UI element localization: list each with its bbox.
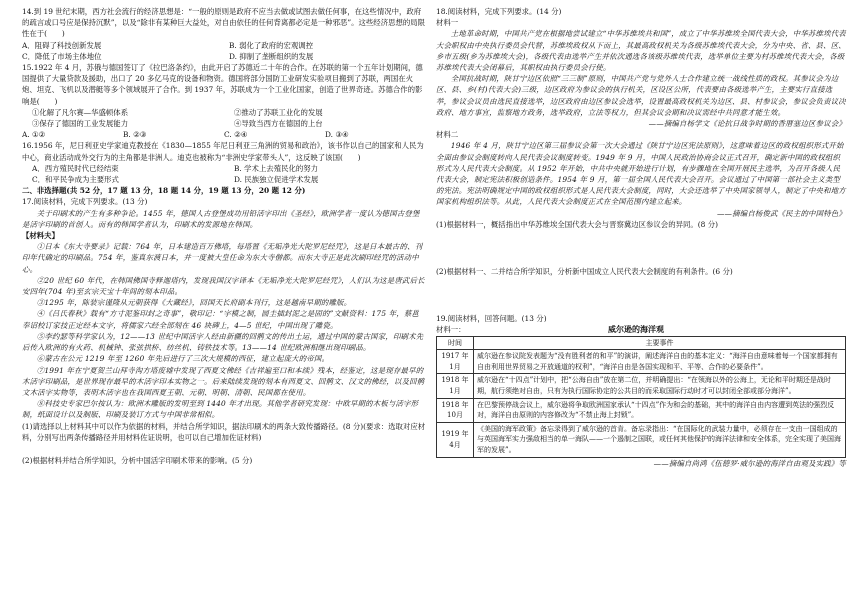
q17-item-7: ⑦1991 年在宁夏贺兰山拜寺沟方塔废墟中发现了西夏文佛经《吉祥遍至口和本续》残本，经鉴定，这是现存最早的木活字印刷品，是世界现存最早的木活字印本实物之一。后来陆续发现的刻本有西夏文、回鹘文、汉文的佛经，以及回鹘文木活字实物等，表明木活字也在我国西夏王朝、元朝、明朝、清朝、民国都在使用。	[22, 365, 425, 397]
q14-option-a[interactable]: A．阻碍了科技创新发展	[22, 40, 102, 50]
table-row	[437, 350, 846, 374]
q17-item-4: ④《吕氏春秋》载有“方寸泥鉴印封之奇事”，敬印记：“字模之制，圆圭插封泥之是固的”文献资料：175 年，蔡邕奉诏校订家技正定经本文字，将儒家六经全部刻在 46 块碑上，4—5 世纪，中国出现了雕瓷。	[22, 309, 420, 330]
q19-row-2-text: 威尔逊在“十四点”计划中，把“公海自由”放在第二位，并明确提出：“在领海以外的公海上，无论和平时期还是战时期，航行须绝对自由，只有为执行国际协定的公共目的而采取国际行动时才可以封闭全部或部分海洋”。	[474, 374, 846, 398]
q19-row-1-text: 威尔逊在参议院发表题为“没有胜利者的和平”的演讲，阐述海洋自由的基本定义：“海洋自由意味着每一个国家都拥有自由利用世界贸易之开放通道的权利”，“海洋自由是各国实现和平、平等、合作的必要条件”。	[474, 350, 846, 374]
q18-material-2-source: ——摘编自杨俊武《民主的中国特色》	[716, 208, 846, 218]
q17-item-5: ⑤李约瑟等科学家认为，12——13 世纪中国活字人经由新疆的回鹘文的传出土运，通过中国的蒙古国家，印刷术先后传入欧洲的有火药、机械钟、张弦拱桥、纺丝机、铸铁技术等。13——14 世纪欧洲相继出现印刷品。	[22, 331, 424, 353]
q19-row-4-year: 1919 年	[441, 430, 469, 439]
q19-row-4-month: 4月	[449, 440, 461, 449]
q19-row-1-month: 1月	[449, 362, 461, 371]
q14-option-b[interactable]: B. 弱化了政府的宏观调控	[229, 40, 314, 50]
q19-table-title: 威尔逊的海洋观	[608, 324, 664, 335]
q16-option-b[interactable]: B. 学术上去殖民化的努力	[234, 163, 319, 173]
q15-option-b[interactable]: B. ②③	[123, 130, 147, 140]
q15-option-c[interactable]: C. ②④	[224, 130, 248, 140]
q18-heading: 18.阅读材料，完成下列要求。(14 分)	[436, 7, 562, 16]
right-column	[436, 6, 846, 469]
table-row	[437, 398, 846, 422]
q16-option-a[interactable]: A．西方殖民时代已经结束	[32, 163, 119, 173]
table-row	[437, 374, 846, 398]
q15-item-3: ③保存了德国的工业发展能力	[32, 119, 129, 129]
q19-row-4-text: 《美国的海军政策》备忘录得到了威尔逊的首肯。备忘录指出：“在国际化的武装力量中，必须存在一支由一国组成的与英国海军实力强敌相当的单一海队——一个遏制之国联，或任何其他保护的海洋法律和安全体系，完全实现了美国海军的发展”。	[474, 422, 846, 457]
q16-stem: 16.1956 年，尼日利亚史学家迪克教授在《1830—1855 年尼日利亚三角洲的贸易和政治》，该书作以自己的国家和人民为中心，商业活动成外交行为的主角都是非洲人。迪克也被称为“非洲史学家带头人”，这反映了该国( )	[22, 141, 424, 162]
q19-row-3-year: 1918 年	[441, 400, 469, 409]
q19-table-header	[437, 336, 846, 350]
q19-row-2-month: 1月	[449, 387, 461, 396]
q16-option-c[interactable]: C．和平民争成为主要形式	[32, 175, 119, 185]
q15-item-2: ②推动了苏联工业化的发展	[234, 107, 323, 117]
q14-option-d[interactable]: D. 抑制了垄断组织的发展	[229, 51, 314, 61]
q17-item-2: ②20 世纪 60 年代，在韩国佛国寺释迦塔内，发现我国汉字译本《无垢净光大陀罗尼经咒》，人们认为这是唐武后长安四年(704 年)至玄宗天宝十年间的刻本印品。	[22, 275, 425, 297]
q19-row-1-year: 1917 年	[441, 352, 469, 361]
q17-item-3: ③1295 年，陈装宗谨隆从元朝获得《大藏经》，回国天长府副本刊行，这是越南早期的雕版。	[36, 298, 352, 308]
q14-options	[22, 40, 426, 62]
q18-material-1-label: 材料一	[436, 18, 459, 28]
q19-col-event: 主要事件	[474, 336, 846, 350]
q18-task-1: (1)根据材料一，概括指出中华苏维埃全国代表大会与晋察冀边区参议会的异同。(8 分)	[436, 219, 718, 229]
q19-row-3-month: 10月	[447, 411, 463, 420]
q17-intro: 关于印刷术的产生有多种争论。1455 年，德国人古登堡成功用铅活字印出《圣经》，欧洲学者一度认为德国古登堡是活字印刷的首创人。而有的韩国学者认为，印刷术的发源地在韩国。	[22, 208, 420, 229]
q15-options	[22, 129, 426, 140]
q17-task-2: (2)根据材料并结合所学知识，分析中国活字印刷术带来的影响。(5 分)	[22, 455, 253, 465]
q19-source: ——摘编自尚鸿《伍德罗·威尔逊的海洋自由观及实践》等	[653, 458, 846, 468]
q17-task-1: (1)请选择以上材料其中可以作为依据的材料，并结合所学知识，据法印刷术的两条大致传播路径。(8 分)(要求：选取对应材料，分别写出两条传播路径并用材料佐证说明，也可以自己增加佐证材料)	[22, 421, 426, 442]
q16-options	[22, 163, 426, 185]
left-column	[22, 6, 426, 466]
q15-item-4: ④导致当西方在德国的上台	[234, 119, 323, 129]
q17-item-6: ⑥蒙古在公元 1219 年至 1260 年先后进行了三次大规模的西征，建立起庞大的帝国。	[36, 354, 330, 364]
q18-task-2: (2)根据材料一、二并结合所学知识，分析新中国成立人民代表大会制度的有利条件。(6 分)	[436, 267, 733, 277]
q18-material-1-source: ——摘编自杨学文《论抗日战争时期的香厝塞边区参议会》	[648, 119, 846, 129]
q14-option-c[interactable]: C．降低了市场主体地位	[22, 51, 102, 61]
q19-heading: 19.阅读材料，回答问题。(13 分)	[436, 314, 547, 324]
q16-option-d[interactable]: D. 民族独立促进学术发展	[234, 175, 319, 185]
q15-item-1: ①化解了凡尔赛—华盛顿体系	[32, 107, 129, 117]
q17-material-label: 【材料夫】	[22, 231, 59, 241]
q19-row-2-year: 1918 年	[441, 376, 469, 385]
part2-heading: 二、非选择题(共 52 分，17 题 13 分，18 题 14 分，19 题 13 分，20 题 12 分)	[22, 186, 306, 196]
table-row	[437, 422, 846, 457]
q18-material-2-para-1: 1946 年 4 月，陕甘宁边区第三届参议会第一次大会通过《陕甘宁边区宪法原则》，这意味着边区的政权组织形式开始全面由参议会制度转向人民代表会议制度转变。1949 年 9 月，中国人民政治协商会议正式召开，确定新中国的政权组织形式为人民代表大会制度。从 1952 年开始，中共中央就开始进行计划，有步骤地在全国开展民主选举，为召开各级人民代表大会，制定宪法积极创造条件。1954 年 9 月，第一届全国人民代表大会召开。会议通过了中国第一部社会主义类型的宪法。宪法明确规定中国的政权组织形式是人民代表大会制度，同时，大会还选举了中央国家领导人，制定了中央和地方国家机构组织法等。从此，人民代表大会制度正式在全国范围内建立起来。	[436, 141, 846, 207]
q15-items	[22, 107, 426, 129]
q19-row-3-text: 在巴黎预停战会议上，威尔逊将争取欧洲国家承认“十四点”作为和会的基础，其中的海洋自由内容遭到英法的强烈反对，海洋自由原则的内容修改为“不禁止海上封锁”。	[474, 398, 846, 422]
q15-option-d[interactable]: D. ③④	[325, 130, 349, 140]
q17-heading: 17.阅读材料，完成下列要求。(13 分)	[22, 197, 148, 207]
q17-item-1: ①日本《东大寺要录》记载：764 年，日本建造百万佛塔，每塔置《无垢净光大陀罗尼经咒》，这是日本最古的、刊印年代确定的印刷品。754 年，鉴真东渡日本，并一度被大皇任命为东大寺僧都。而东大寺正是此次刷印经咒的活动中心。	[22, 242, 423, 274]
q18-material-1-para-2: 全国抗战时期，陕甘宁边区依照“三三制”原则，中国共产党与党外人士合作建立统一战线性质的政权。其参议会为边区、县、乡(村)代表大会)三级，边区政府为参议会的执行机关，区设区公所，代表要由各级选举产生，主要实行直接选举，参议会议员由选民直接选举，边区政府由边区参议会选举，设置最高政权机关为边区、县、村参议会，参议会负责议决政府、地方事宜，监察地方政务，选举政府，立法等权力，但其会议会期和决议需经中共同意才能生效。	[436, 74, 846, 117]
q15-stem: 15.1922 年 4 月，苏俄与德国签订了《拉巴洛条约》，由此开启了苏德近二十年的合作。在苏联的第一个五年计划期间，德国提供了大量贷款及援助，出口了 20 多亿马克的设备和物资。德国将部分国防工业研发实验项目搬到了苏联，两国在火炮、坦克、飞机以及潜艇等多个领域展开了合作。到 1937 年，苏联成为一个工业化国家，创造了世界奇迹。苏德合作的影响是( )	[22, 63, 423, 106]
q14-stem: 14.到 19 世纪末期，西方社会流行的经济思想是：“一般的原则是政府不应当去做或试图去做任何事，在这些情况中，政府的疏言或口号应是保持沉默”，以及“除非有某种巨大益处，对自由依任的任何背离都必定是一种邪恶”。这些经济思想的局限性在于( )	[22, 7, 426, 39]
q19-table	[436, 336, 846, 458]
q18-material-2-label: 材料二	[436, 130, 459, 140]
q19-material-1-label: 材料一：	[436, 325, 466, 335]
q19-col-time: 时间	[437, 336, 474, 350]
q18-material-1-para-1: 土地革命时期，中国共产党在根据地尝试建立“中华苏维埃共和国”，成立了中华苏维埃全国代表大会，中华苏维埃代表大会职权由中央执行委员会代替，苏维埃政权从下而上，其最高政权机关为各级苏维埃代表大会，分为中央、省、县、区、乡市五级(乡为苏维埃大会)，各级代表由选举产生并依次通选各该级苏维埃代表，选举单位主要为村苏维埃代表大会，各级苏维埃代表大会闭幕后，其职权由执行委员会行使。	[436, 29, 846, 73]
q17-item-8: ⑧科技史专家巴尔按认为：欧洲木雕版的发明至到 1440 年才出现。其他学者研究发现：中欧早期的木板与活字形制，纸面设计以及制版、印刷及装订方式与中国非常相似。	[22, 399, 419, 420]
q15-option-a[interactable]: A. ①②	[22, 130, 46, 140]
